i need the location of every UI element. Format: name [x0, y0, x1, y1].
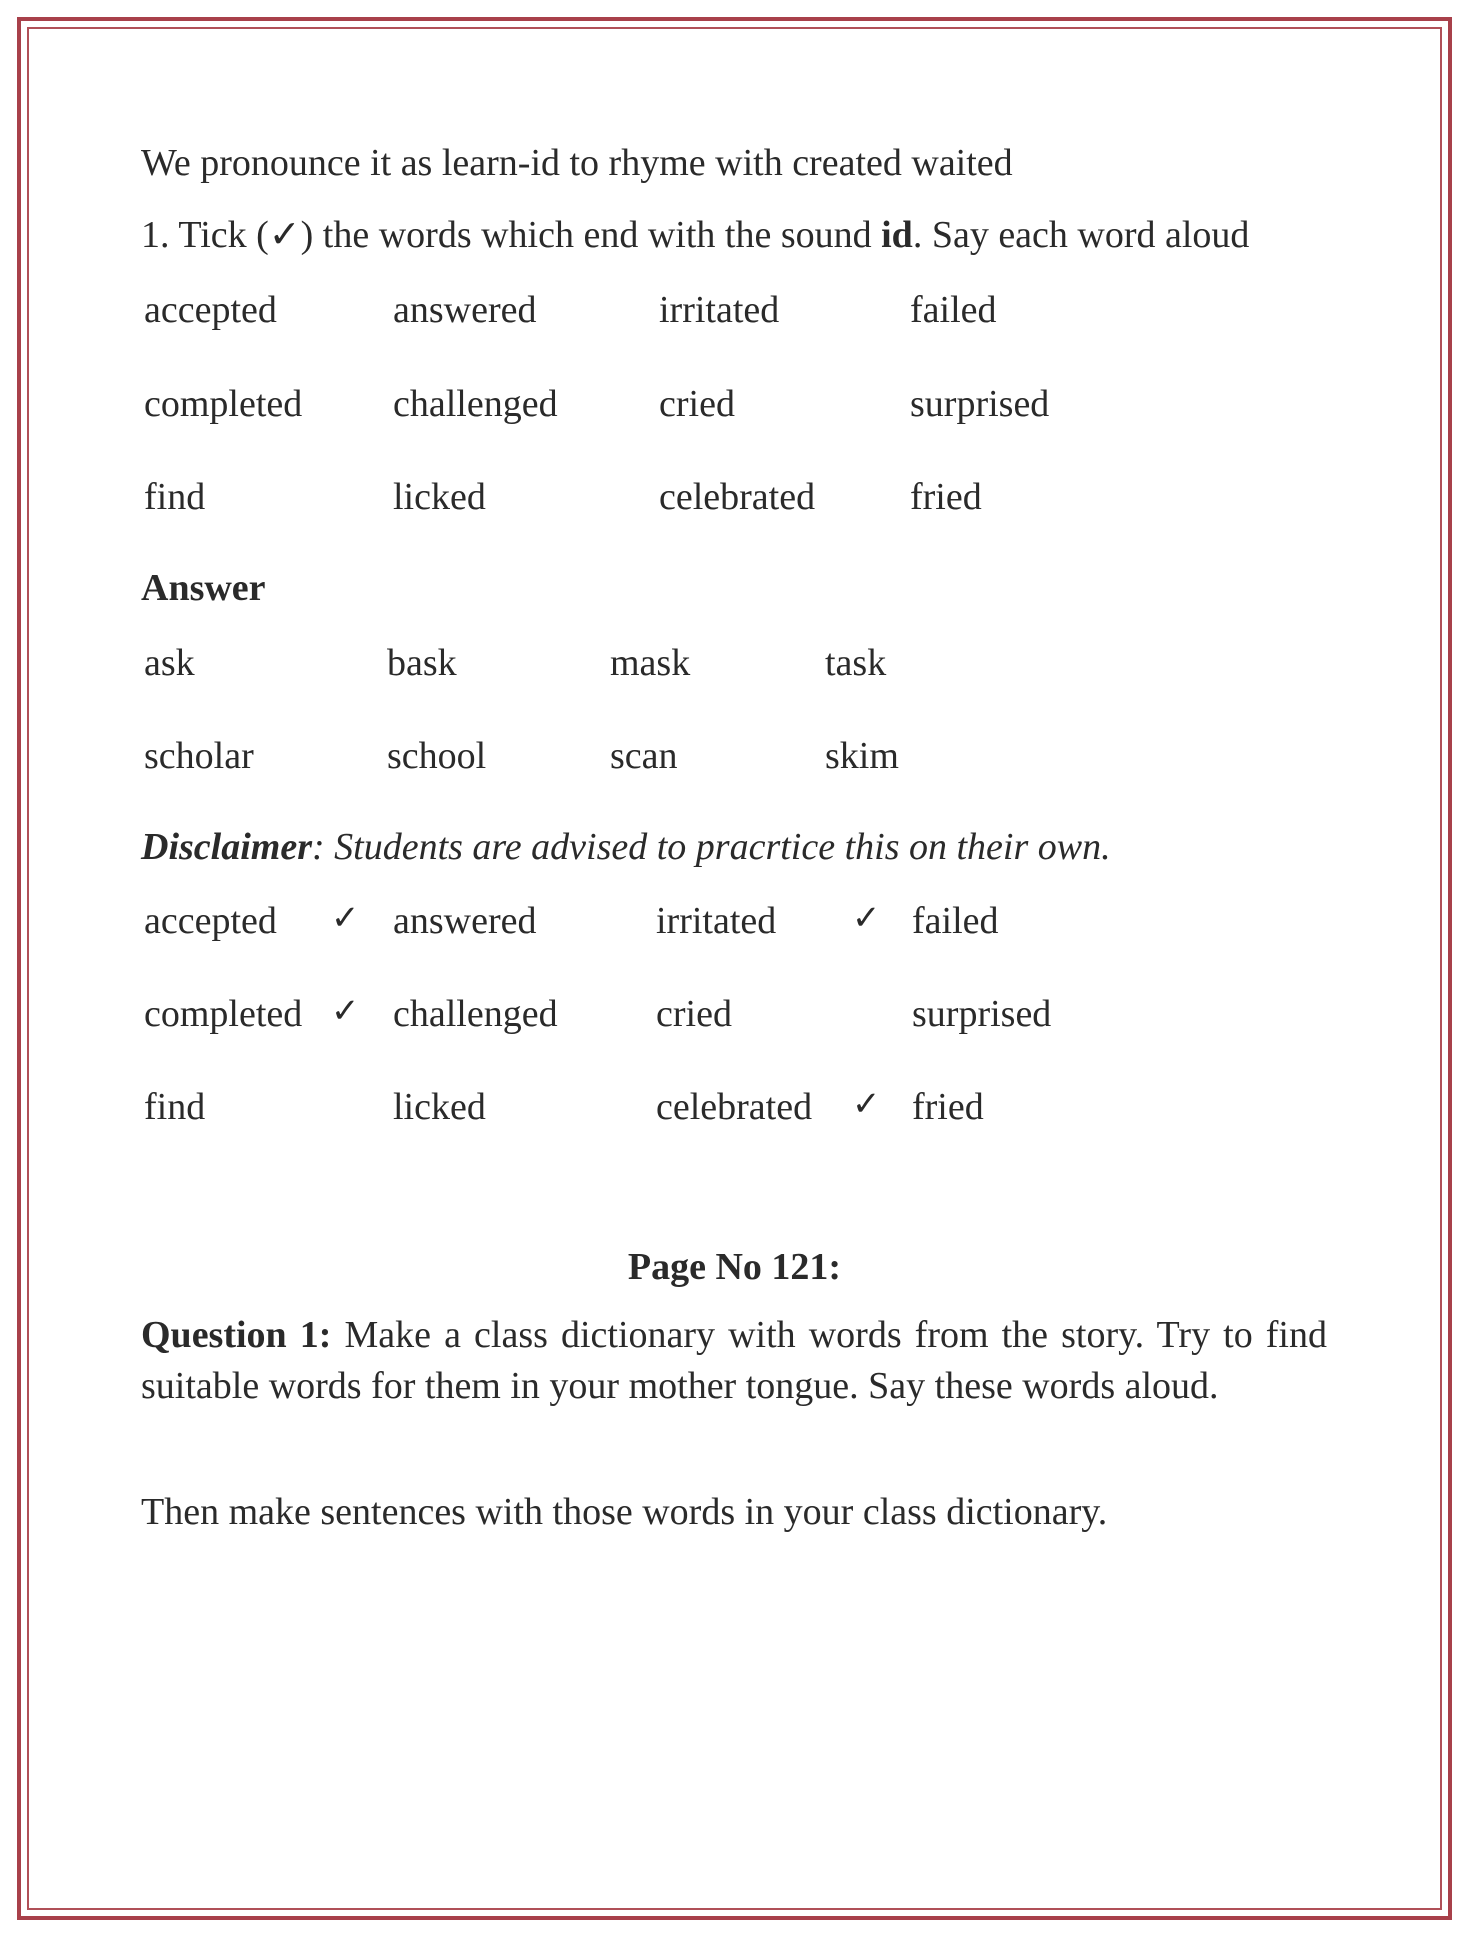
exercise-text-after: . Say each word aloud [912, 214, 1250, 256]
word-grid-item: licked [393, 476, 486, 518]
answer-heading: Answer [141, 567, 266, 609]
ticked-grid-item: licked [393, 1086, 486, 1128]
answer-grid-item: scan [610, 735, 678, 777]
answer-grid-item: skim [825, 735, 899, 777]
question-label: Question 1: [141, 1314, 332, 1356]
word-grid-item: failed [910, 289, 997, 331]
ticked-grid-item: failed [912, 900, 999, 942]
ticked-grid-item: celebrated [656, 1086, 813, 1128]
ticked-grid-item: answered [393, 900, 537, 942]
answer-grid-item: mask [610, 642, 691, 684]
tick-icon: ✓ [268, 214, 301, 256]
word-grid-item: answered [393, 289, 537, 331]
question-paragraph [141, 1310, 1327, 1412]
exercise-instruction [141, 213, 1249, 257]
disclaimer-text: : Students are advised to pracrtice this on their own. [311, 826, 1111, 868]
check-icon: ✓ [331, 993, 360, 1030]
intro-line: We pronounce it as learn-id to rhyme with created waited [141, 142, 1013, 184]
answer-grid-item: scholar [144, 735, 254, 777]
ticked-grid-item: cried [656, 993, 732, 1035]
word-grid-item: fried [910, 476, 982, 518]
question-text: Make a class dictionary with words from the story. Try to find suitable words for them in your mother tongue. Say these words aloud. [141, 1314, 1327, 1407]
exercise-text-middle: ) the words which end with the sound [300, 214, 882, 256]
ticked-grid-item: surprised [912, 993, 1052, 1035]
answer-grid-item: school [387, 735, 487, 777]
check-icon: ✓ [852, 900, 881, 937]
check-icon: ✓ [852, 1086, 881, 1123]
ticked-grid-item: accepted [144, 900, 277, 942]
disclaimer [141, 825, 1111, 869]
answer-grid-item: bask [387, 642, 457, 684]
ticked-grid-item: completed [144, 993, 303, 1035]
followup-line: Then make sentences with those words in your class dictionary. [141, 1491, 1108, 1533]
disclaimer-label: Disclaimer [141, 826, 312, 868]
exercise-sound: id [881, 214, 913, 256]
word-grid-item: challenged [393, 383, 558, 425]
word-grid-item: cried [659, 383, 735, 425]
ticked-grid-item: irritated [656, 900, 777, 942]
answer-grid-item: ask [144, 642, 195, 684]
check-icon: ✓ [331, 900, 360, 937]
exercise-number: 1. [141, 214, 170, 256]
answer-grid-item: task [825, 642, 887, 684]
page-heading: Page No 121: [627, 1246, 842, 1288]
word-grid-item: irritated [659, 289, 780, 331]
ticked-grid-item: find [144, 1086, 206, 1128]
ticked-grid-item: challenged [393, 993, 558, 1035]
word-grid-item: completed [144, 383, 303, 425]
word-grid-item: celebrated [659, 476, 816, 518]
exercise-text-before: Tick ( [178, 214, 269, 256]
word-grid-item: accepted [144, 289, 277, 331]
word-grid-item: find [144, 476, 206, 518]
ticked-grid-item: fried [912, 1086, 984, 1128]
word-grid-item: surprised [910, 383, 1050, 425]
